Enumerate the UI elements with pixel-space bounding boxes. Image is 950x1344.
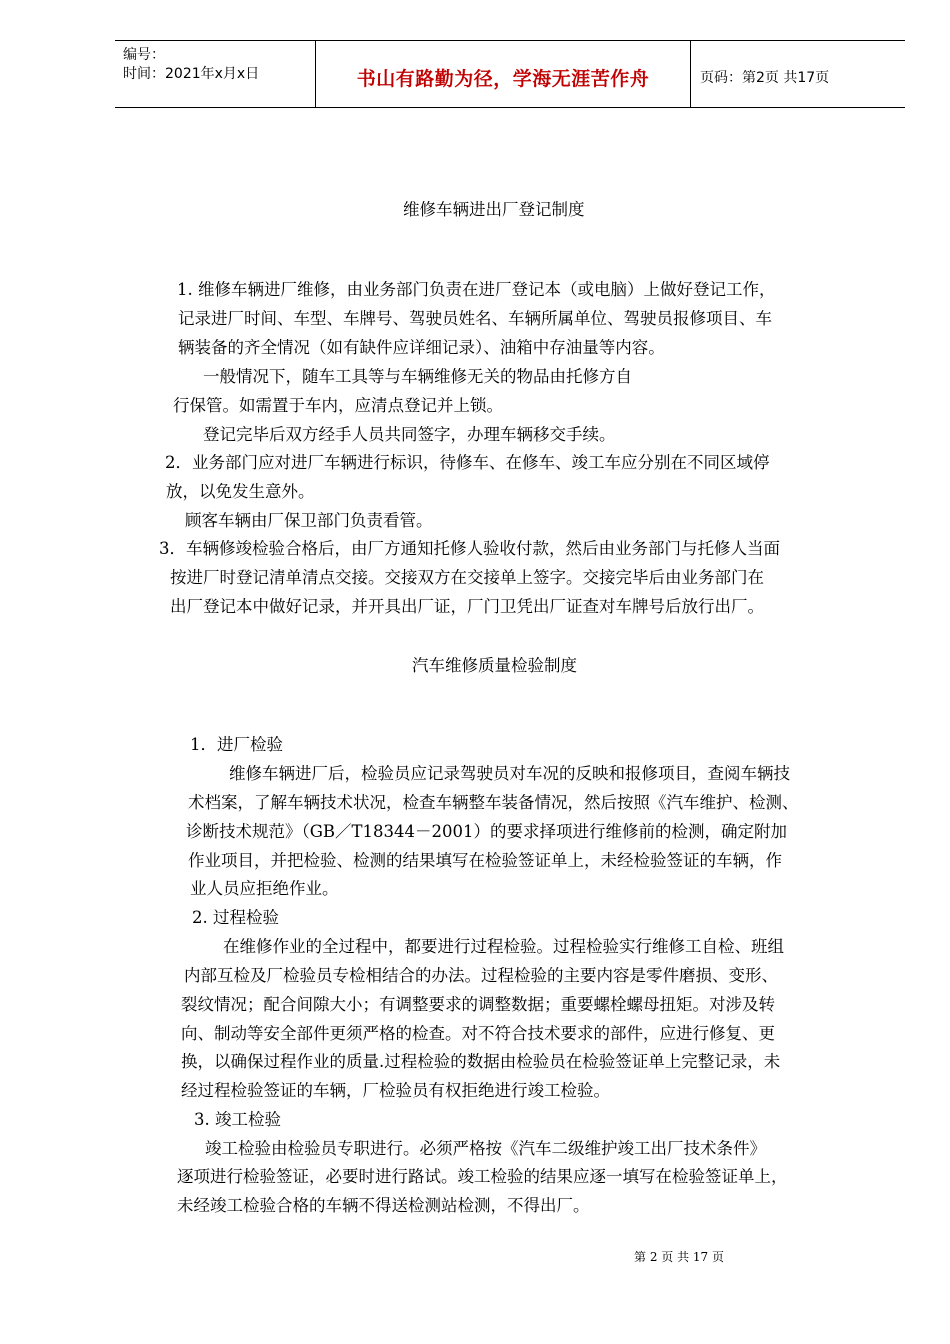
text-line: 业人员应拒绝作业。: [190, 879, 339, 898]
text-line: 行保管。如需置于车内，应清点登记并上锁。: [173, 396, 503, 415]
header-left-cell: [115, 41, 315, 107]
text-line: 放，以免发生意外。: [166, 482, 315, 501]
text-line: 3. 竣工检验: [194, 1110, 281, 1129]
page-header: [115, 40, 905, 108]
header-right-cell: [690, 41, 905, 107]
text-line: 出厂登记本中做好记录，并开具出厂证，厂门卫凭出厂证查对车牌号后放行出厂。: [170, 597, 764, 616]
header-page-info: 页码：第2页 共17页: [700, 70, 830, 86]
text-line: 3．车辆修竣检验合格后，由厂方通知托修人验收付款，然后由业务部门与托修人当面: [159, 539, 780, 558]
text-line: 经过程检验签证的车辆，厂检验员有权拒绝进行竣工检验。: [181, 1081, 610, 1100]
text-line: 按进厂时登记清单清点交接。交接双方在交接单上签字。交接完毕后由业务部门在: [170, 568, 764, 587]
text-line: 逐项进行检验签证，必要时进行路试。竣工检验的结果应逐一填写在检验签证单上，: [177, 1167, 788, 1186]
text-line: 登记完毕后双方经手人员共同签字，办理车辆移交手续。: [203, 425, 616, 444]
header-motto: 书山有路勤为径，学海无涯苦作舟: [356, 68, 650, 90]
text-line: 2．业务部门应对进厂车辆进行标识，待修车、在修车、竣工车应分别在不同区域停: [165, 453, 770, 472]
text-line: 记录进厂时间、车型、车牌号、驾驶员姓名、车辆所属单位、驾驶员报修项目、车: [178, 309, 772, 328]
text-line: 诊断技术规范》（GB／T18344－2001）的要求择项进行维修前的检测，确定附加: [186, 822, 788, 841]
text-line: 维修车辆进厂后，检验员应记录驾驶员对车况的反映和报修项目，查阅车辆技: [229, 764, 790, 783]
text-line: 1．进厂检验: [190, 735, 283, 754]
text-line: 顾客车辆由厂保卫部门负责看管。: [185, 511, 433, 530]
text-line: 换，以确保过程作业的质量.过程检验的数据由检验员在检验签证单上完整记录，未: [181, 1052, 781, 1071]
text-line: 在维修作业的全过程中，都要进行过程检验。过程检验实行维修工自检、班组: [223, 937, 784, 956]
number-label: 编号：: [123, 47, 165, 63]
header-motto-cell: [315, 41, 691, 107]
text-line: 未经竣工检验合格的车辆不得送检测站检测，不得出厂。: [177, 1196, 590, 1215]
text-line: 2. 过程检验: [192, 908, 279, 927]
text-line: 裂纹情况；配合间隙大小；有调整要求的调整数据；重要螺栓螺母扭矩。对涉及转: [181, 995, 775, 1014]
section2-title: 汽车维修质量检验制度: [412, 656, 577, 675]
text-line: 1. 维修车辆进厂维修，由业务部门负责在进厂登记本（或电脑）上做好登记工作，: [177, 280, 776, 299]
text-line: 辆装备的齐全情况（如有缺件应详细记录）、油箱中存油量等内容。: [178, 338, 665, 357]
section1-title: 维修车辆进出厂登记制度: [403, 200, 585, 219]
text-line: 作业项目，并把检验、检测的结果填写在检验签证单上，未经检验签证的车辆，作: [188, 851, 782, 870]
page-footer: 第 2 页 共 17 页: [634, 1250, 724, 1264]
text-line: 向、制动等安全部件更须严格的检查。对不符合技术要求的部件，应进行修复、更: [181, 1024, 775, 1043]
time-label: 时间：2021年x月x日: [123, 66, 260, 82]
text-line: 术档案，了解车辆技术状况，检查车辆整车装备情况，然后按照《汽车维护、检测、: [188, 793, 799, 812]
text-line: 一般情况下，随车工具等与车辆维修无关的物品由托修方自: [203, 367, 632, 386]
text-line: 内部互检及厂检验员专检相结合的办法。过程检验的主要内容是零件磨损、变形、: [184, 966, 778, 985]
text-line: 竣工检验由检验员专职进行。必须严格按《汽车二级维护竣工出厂技术条件》: [205, 1139, 766, 1158]
